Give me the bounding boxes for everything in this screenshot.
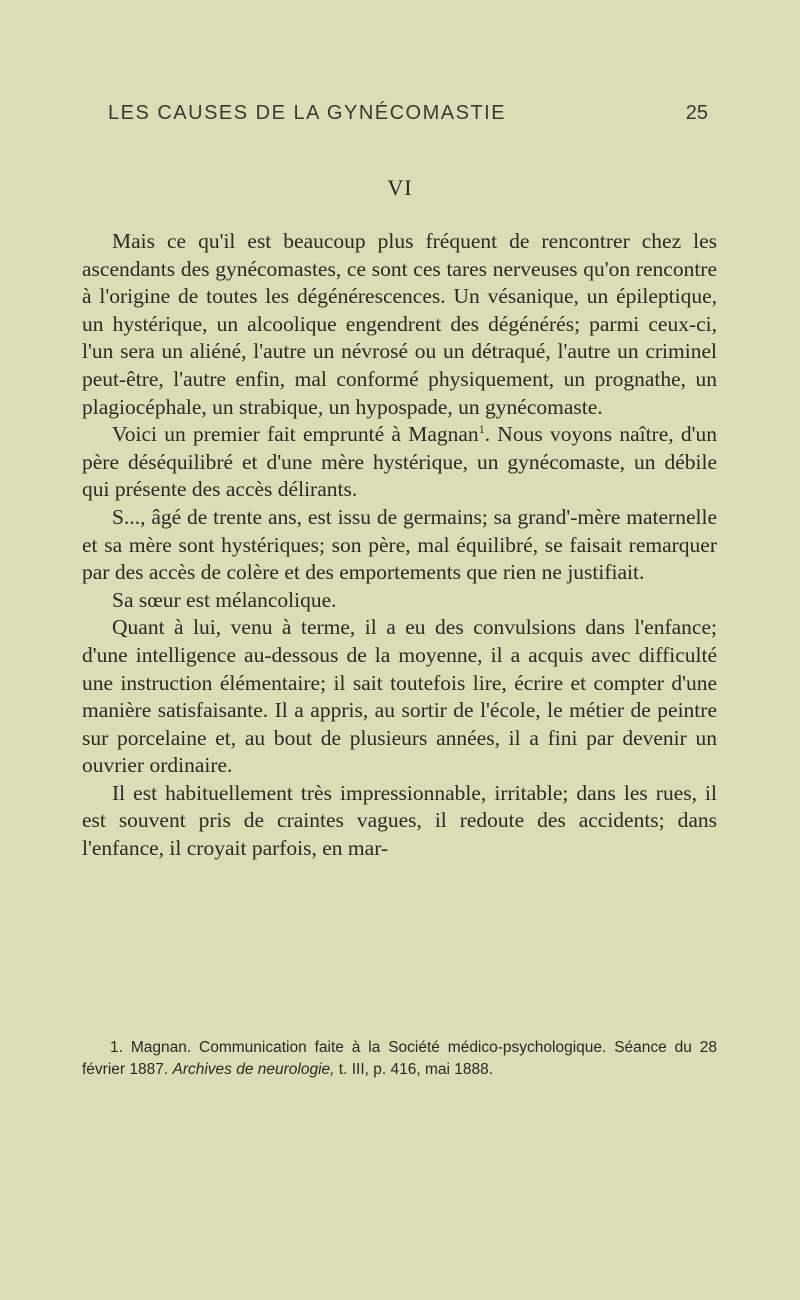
paragraph-1: Mais ce qu'il est beaucoup plus fréquent de rencontrer chez les ascendants des gynécomastes, ce sont ces tares nerveuses qu'on rencontre à l'origine de toutes les dégénérescences. Un vésanique, un épileptique, un hystérique, un alcoolique engendrent des dégénérés; parmi ceux-ci, l'un sera un aliéné, l'autre un névrosé ou un détraqué, l'autre un criminel peut-être, l'autre enfin, mal conformé physiquement, un prognathe, un plagiocéphale, un strabique, un hypospade, un gynécomaste.: [82, 229, 717, 419]
footnote-number: 1.: [110, 1039, 123, 1056]
footnote-citation: t. III, p. 416, mai 1888.: [338, 1061, 494, 1078]
paragraph-4: Sa sœur est mélancolique.: [112, 587, 337, 612]
footnote: [82, 1037, 717, 1081]
paragraph-6: Il est habituellement très impressionnable, irritable; dans les rues, il est souvent pris de craintes vagues, il redoute des accidents; dans l'enfance, il croyait parfois, en mar-: [82, 780, 717, 861]
paragraph-5: Quant à lui, venu à terme, il a eu des convulsions dans l'enfance; d'une intelligence au-dessous de la moyenne, il a acquis avec difficulté une instruction élémentaire; il sait toutefois lire, écrire et compter d'une manière satisfaisante. Il a appris, au sortir de l'école, le métier de peintre sur porcelaine et, au bout de plusieurs années, il a fini par devenir un ouvrier ordinaire.: [82, 615, 717, 778]
paragraph-2-end: . Nous voyons naître, d'un père déséquilibré et d'une mère hystérique, un gynécomaste, un débile qui présente des accès délirants.: [82, 422, 718, 502]
page-number: 25: [685, 102, 708, 124]
running-head-title: LES CAUSES DE LA GYNÉCOMASTIE: [108, 102, 507, 124]
paragraph-2-start: Voici un premier fait emprunté à Magnan: [112, 422, 479, 447]
running-head: [108, 102, 708, 132]
footnote-body: Magnan. Communication faite à la Société médico-psychologique. Séance du 28 février 1887.: [82, 1039, 718, 1078]
paragraph-2: [82, 421, 717, 504]
footnote-journal: Archives de neurologie,: [172, 1061, 335, 1078]
body-text: [82, 228, 717, 863]
paragraph-3: S..., âgé de trente ans, est issu de germains; sa grand'-mère maternelle et sa mère sont hystériques; son père, mal équilibré, se faisait remarquer par des accès de colère et des emportements que rien ne justifiait.: [82, 504, 717, 585]
footnote-reference: 1: [478, 422, 485, 436]
footnote-text: [82, 1037, 717, 1081]
chapter-number: VI: [387, 175, 413, 200]
